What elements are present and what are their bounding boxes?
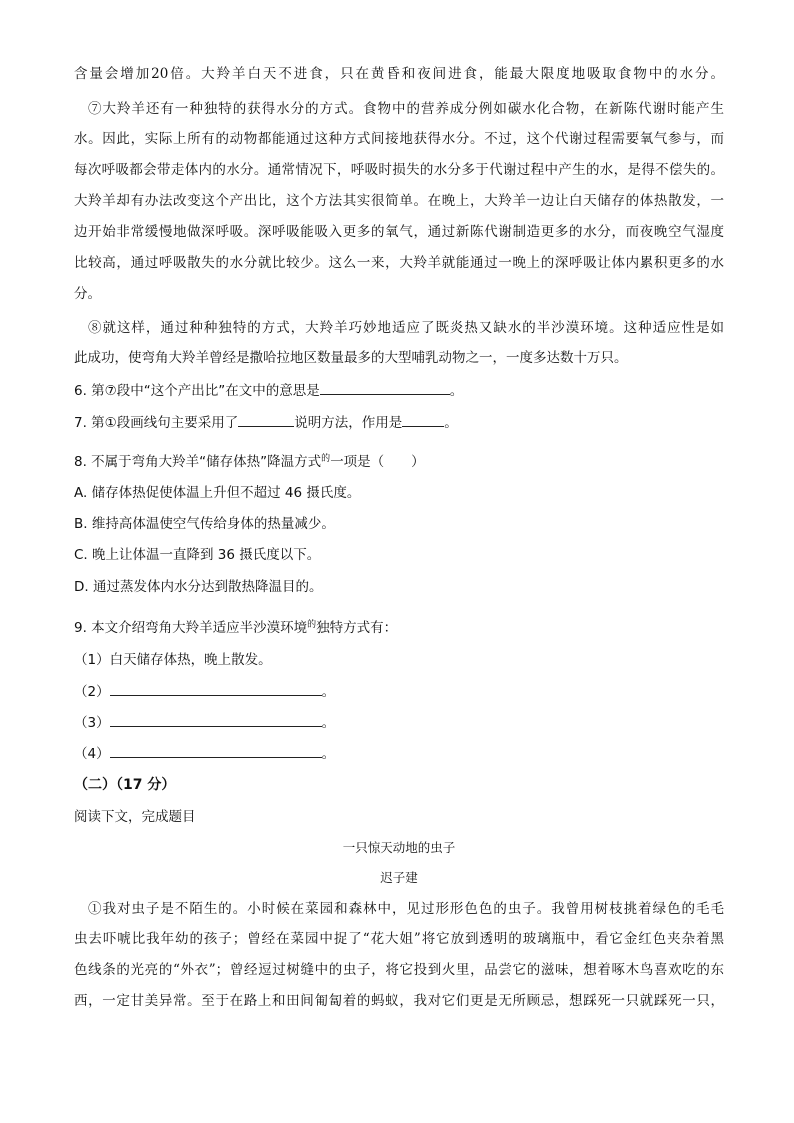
passage-line: 虫去吓唬比我年幼的孩子；曾经在菜园中捉了“花大姐”将它放到透明的玻璃瓶中，看它金红色夹杂着黑 <box>74 931 724 947</box>
question-7: 7. 第①段画线句主要采用了 说明方法，作用是 。 <box>74 412 724 433</box>
passage-line: 此成功，使弯角大羚羊曾经是撒哈拉地区数量最多的大型哺乳动物之一，一度多达数十万只。 <box>74 350 628 366</box>
question-8-option-a[interactable]: A. 储存体热促使体温上升但不超过 46 摄氏度。 <box>74 485 361 501</box>
passage-line: 色线条的光亮的“外衣”；曾经逗过树缝中的虫子，将它投到火里，品尝它的滋味，想着啄木鸟喜欢吃的东 <box>74 962 724 978</box>
passage-line: ①我对虫子是不陌生的。小时候在菜园和森林中，见过形形色色的虫子。我曾用树枝挑着绿色的毛毛 <box>88 901 724 917</box>
passage-line: 西，一定甘美异常。至于在路上和田间匍匐着的蚂蚁，我对它们更是无所顾忌，想踩死一只就踩死一只， <box>74 993 724 1009</box>
question-6: 6. 第⑦段中“这个产出比”在文中的意思是 。 <box>74 380 724 401</box>
question-9-item-3: （3） 。 <box>74 712 724 733</box>
article-author: 迟子建 <box>380 870 418 885</box>
question-9-item-1: （1）白天储存体热，晚上散发。 <box>74 652 272 668</box>
question-8-option-c[interactable]: C. 晚上让体温一直降到 36 摄氏度以下。 <box>74 547 321 563</box>
answer-blank[interactable] <box>110 743 322 758</box>
question-8-option-b[interactable]: B. 维持高体温使空气传给身体的热量减少。 <box>74 516 335 532</box>
question-9-item-2: （2） 。 <box>74 681 724 702</box>
section-instruction: 阅读下文，完成题目 <box>74 809 196 825</box>
answer-blank[interactable] <box>320 380 450 395</box>
passage-line: 比较高，通过呼吸散失的水分就比较少。这么一来，大羚羊就能通过一晚上的深呼吸让体内累积更多的水 <box>74 255 724 271</box>
question-8-option-d[interactable]: D. 通过蒸发体内水分达到散热降温目的。 <box>74 579 323 595</box>
passage-line: 含量会增加20倍。大羚羊白天不进食，只在黄昏和夜间进食，能最大限度地吸取食物中的水分。 <box>74 66 724 82</box>
question-9-stem: 9. 本文介绍弯角大羚羊适应半沙漠环境$^的$独特方式有： <box>74 620 398 636</box>
passage-line: 水。因此，实际上所有的动物都能通过这种方式间接地获得水分。不过，这个代谢过程需要氧气参与，而 <box>74 131 724 147</box>
passage-line: ⑦大羚羊还有一种独特的获得水分的方式。食物中的营养成分例如碳水化合物，在新陈代谢时能产生 <box>88 101 724 117</box>
section-heading: （二）（17 分） <box>74 777 176 793</box>
answer-blank[interactable] <box>402 412 444 427</box>
answer-blank[interactable] <box>110 712 322 727</box>
question-8-stem: 8. 不属于弯角大羚羊“储存体热”降温方式$^的$一项是（ ） <box>74 454 425 470</box>
passage-line: ⑧就这样，通过种种独特的方式，大羚羊巧妙地适应了既炎热又缺水的半沙漠环境。这种适应性是如 <box>88 320 724 336</box>
passage-line: 每次呼吸都会带走体内的水分。通常情况下，呼吸时损失的水分多于代谢过程中产生的水，是得不偿失的。 <box>74 162 724 178</box>
question-9-item-4: （4） 。 <box>74 743 724 764</box>
answer-blank[interactable] <box>238 412 294 427</box>
passage-line: 边开始非常缓慢地做深呼吸。深呼吸能吸入更多的氧气，通过新陈代谢制造更多的水分，而夜晚空气湿度 <box>74 224 724 240</box>
passage-line: 大羚羊却有办法改变这个产出比，这个方法其实很简单。在晚上，大羚羊一边让白天储存的体热散发，一 <box>74 193 724 209</box>
passage-line: 分。 <box>74 286 101 302</box>
article-title: 一只惊天动地的虫子 <box>342 840 456 855</box>
answer-blank[interactable] <box>110 681 322 696</box>
